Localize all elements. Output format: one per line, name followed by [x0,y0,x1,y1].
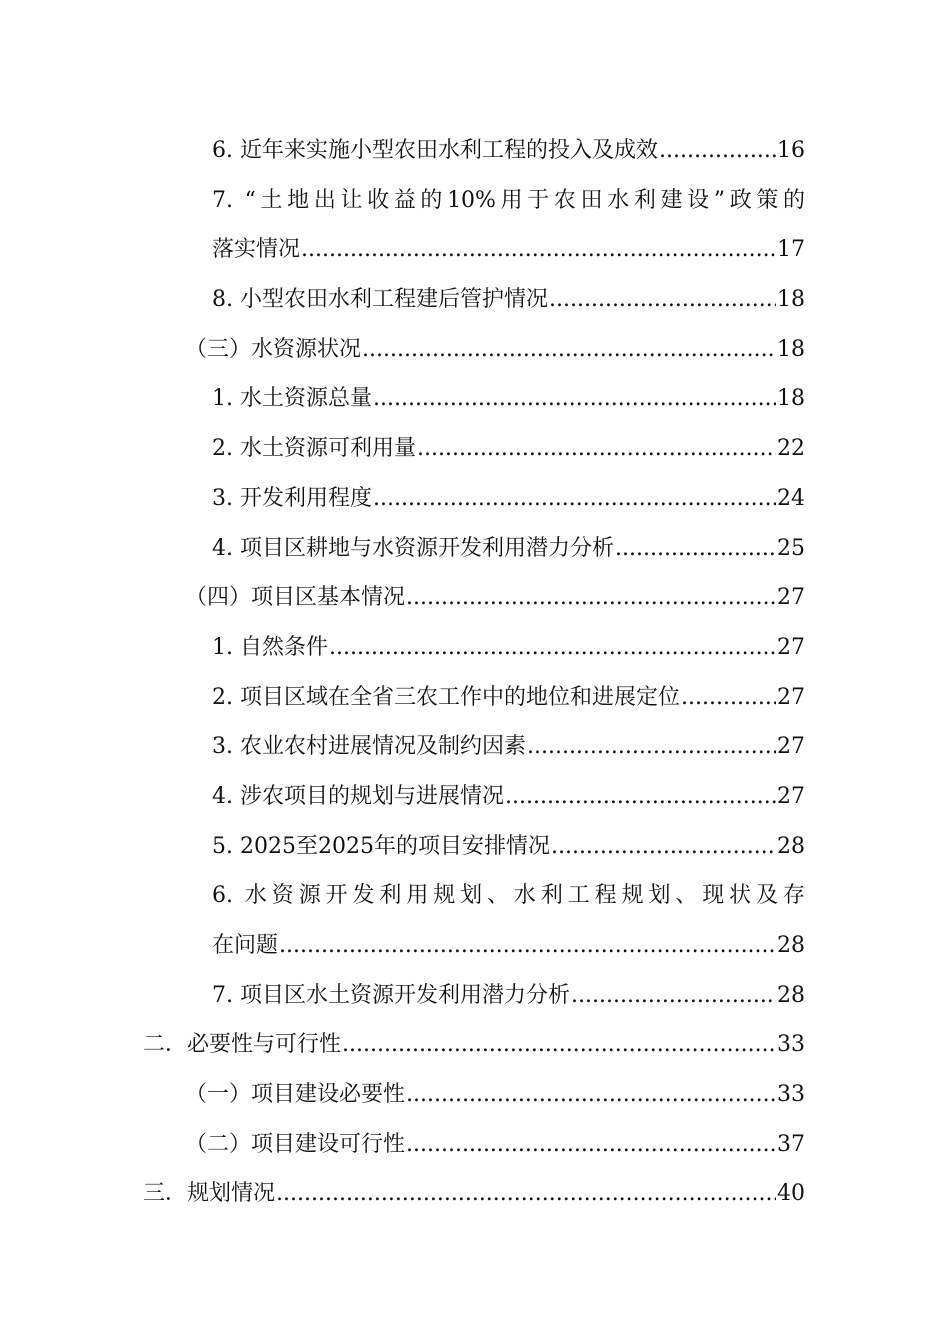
toc-page-number: 40 [777,1181,805,1207]
dot-leader [406,1120,776,1170]
toc-line [0,126,950,176]
dot-leader [417,424,776,474]
toc-line [0,722,950,772]
dot-leader [551,822,776,872]
toc-entry-title: 7. “土地出让收益的10%用于农田水利建设”政策的 [212,187,805,213]
toc-entry[interactable] [212,126,805,176]
toc-line [0,623,950,673]
dot-leader [373,374,776,424]
toc-line [0,1120,950,1170]
toc-page-number: 28 [777,933,805,958]
toc-entry[interactable] [185,573,805,623]
toc-entry[interactable] [212,176,805,226]
toc-line [0,1070,950,1120]
toc-entry-title: （四）项目区基本情况 [185,585,406,611]
dot-leader [505,772,776,822]
toc-entry[interactable] [185,325,805,375]
toc-line [0,971,950,1021]
toc-entry-title: 5. 2025至2025年的项目安排情况 [212,833,550,859]
toc-line [0,275,950,325]
toc-entry-title: 3. 农业农村进展情况及制约因素 [212,734,526,760]
dot-leader [406,1070,776,1120]
dot-leader [373,474,776,524]
toc-entry-title: 2. 水土资源可利用量 [212,436,416,462]
toc-entry-title: 2. 项目区域在全省三农工作中的地位和进展定位 [212,684,680,710]
toc-line [0,424,950,474]
toc-page-number: 28 [777,982,805,1008]
toc-entry[interactable] [212,673,805,723]
toc-entry-title: （二）项目建设可行性 [185,1131,406,1157]
toc-page-number: 25 [777,535,805,561]
toc-entry[interactable] [143,1169,805,1219]
toc-entry[interactable] [212,921,805,971]
toc-entry-title: 1. 自然条件 [212,634,328,660]
toc-entry[interactable] [143,1020,805,1070]
toc-line [0,524,950,574]
toc-line [0,374,950,424]
toc-entry[interactable] [212,623,805,673]
toc-page-number: 33 [777,1032,805,1058]
toc-page-number: 18 [777,386,805,412]
dot-leader [406,573,776,623]
toc-page-number: 28 [777,833,805,859]
toc-line [0,1169,950,1219]
toc-page-number: 33 [777,1082,805,1108]
dot-leader [362,325,776,375]
toc-entry[interactable] [212,424,805,474]
toc-page-number: 27 [777,585,805,611]
dot-leader [527,722,776,772]
dot-leader [549,275,776,325]
toc-entry[interactable] [212,275,805,325]
toc-entry[interactable] [212,474,805,524]
toc-line [0,772,950,822]
toc-page-number: 17 [777,237,805,263]
dot-leader [276,1169,776,1219]
toc-entry-title: （一）项目建设必要性 [185,1082,406,1108]
toc-line [0,325,950,375]
dot-leader [659,126,776,176]
toc-entry-title: 8. 小型农田水利工程建后管护情况 [212,287,548,313]
toc-line [0,673,950,723]
toc-page-number: 27 [777,783,805,809]
toc-page-number: 27 [777,734,805,760]
toc-entry-title: 7. 项目区水土资源开发利用潜力分析 [212,982,570,1008]
dot-leader [681,673,776,723]
toc-entry-title: （三）水资源状况 [185,336,362,362]
toc-page-number: 18 [777,336,805,362]
toc-entry[interactable] [185,1070,805,1120]
toc-line [0,1020,950,1070]
toc-page-number: 22 [777,436,805,462]
toc-line [0,474,950,524]
toc-entry[interactable] [212,225,805,275]
toc-line [0,822,950,872]
toc-entry-title: 三．规划情况 [143,1181,276,1207]
toc-line [0,921,950,971]
toc-entry[interactable] [212,524,805,574]
toc-page-number: 27 [777,634,805,660]
toc-entry[interactable] [212,374,805,424]
toc-entry-title: 3. 开发利用程度 [212,485,372,511]
toc-page-number: 16 [777,138,805,163]
toc-entry-title: 4. 涉农项目的规划与进展情况 [212,783,504,809]
toc-entry-title: 在问题 [212,933,279,958]
toc-line [0,573,950,623]
dot-leader [342,1020,776,1070]
dot-leader [329,623,776,673]
toc-entry-title: 4. 项目区耕地与水资源开发利用潜力分析 [212,535,614,561]
toc-entry-title: 落实情况 [212,237,301,263]
toc-line [0,225,950,275]
dot-leader [571,971,776,1021]
toc-entry-title: 二．必要性与可行性 [143,1032,342,1058]
toc-entry[interactable] [212,822,805,872]
toc-entry[interactable] [212,871,805,921]
toc-page-number: 27 [777,684,805,710]
toc-entry-title: 6. 水资源开发利用规划、水利工程规划、现状及存 [212,883,805,909]
toc-line [0,176,950,226]
toc-entry[interactable] [212,722,805,772]
toc-page-number: 37 [777,1131,805,1157]
dot-leader [301,225,776,275]
toc-entry-title: 6. 近年来实施小型农田水利工程的投入及成效 [212,138,658,163]
toc-entry[interactable] [212,971,805,1021]
dot-leader [279,921,776,971]
table-of-contents [0,126,950,1219]
dot-leader [615,524,776,574]
toc-entry[interactable] [185,1120,805,1170]
toc-page-number: 18 [777,287,805,313]
toc-entry-title: 1. 水土资源总量 [212,386,372,412]
toc-entry[interactable] [212,772,805,822]
toc-line [0,871,950,921]
toc-page-number: 24 [777,485,805,511]
